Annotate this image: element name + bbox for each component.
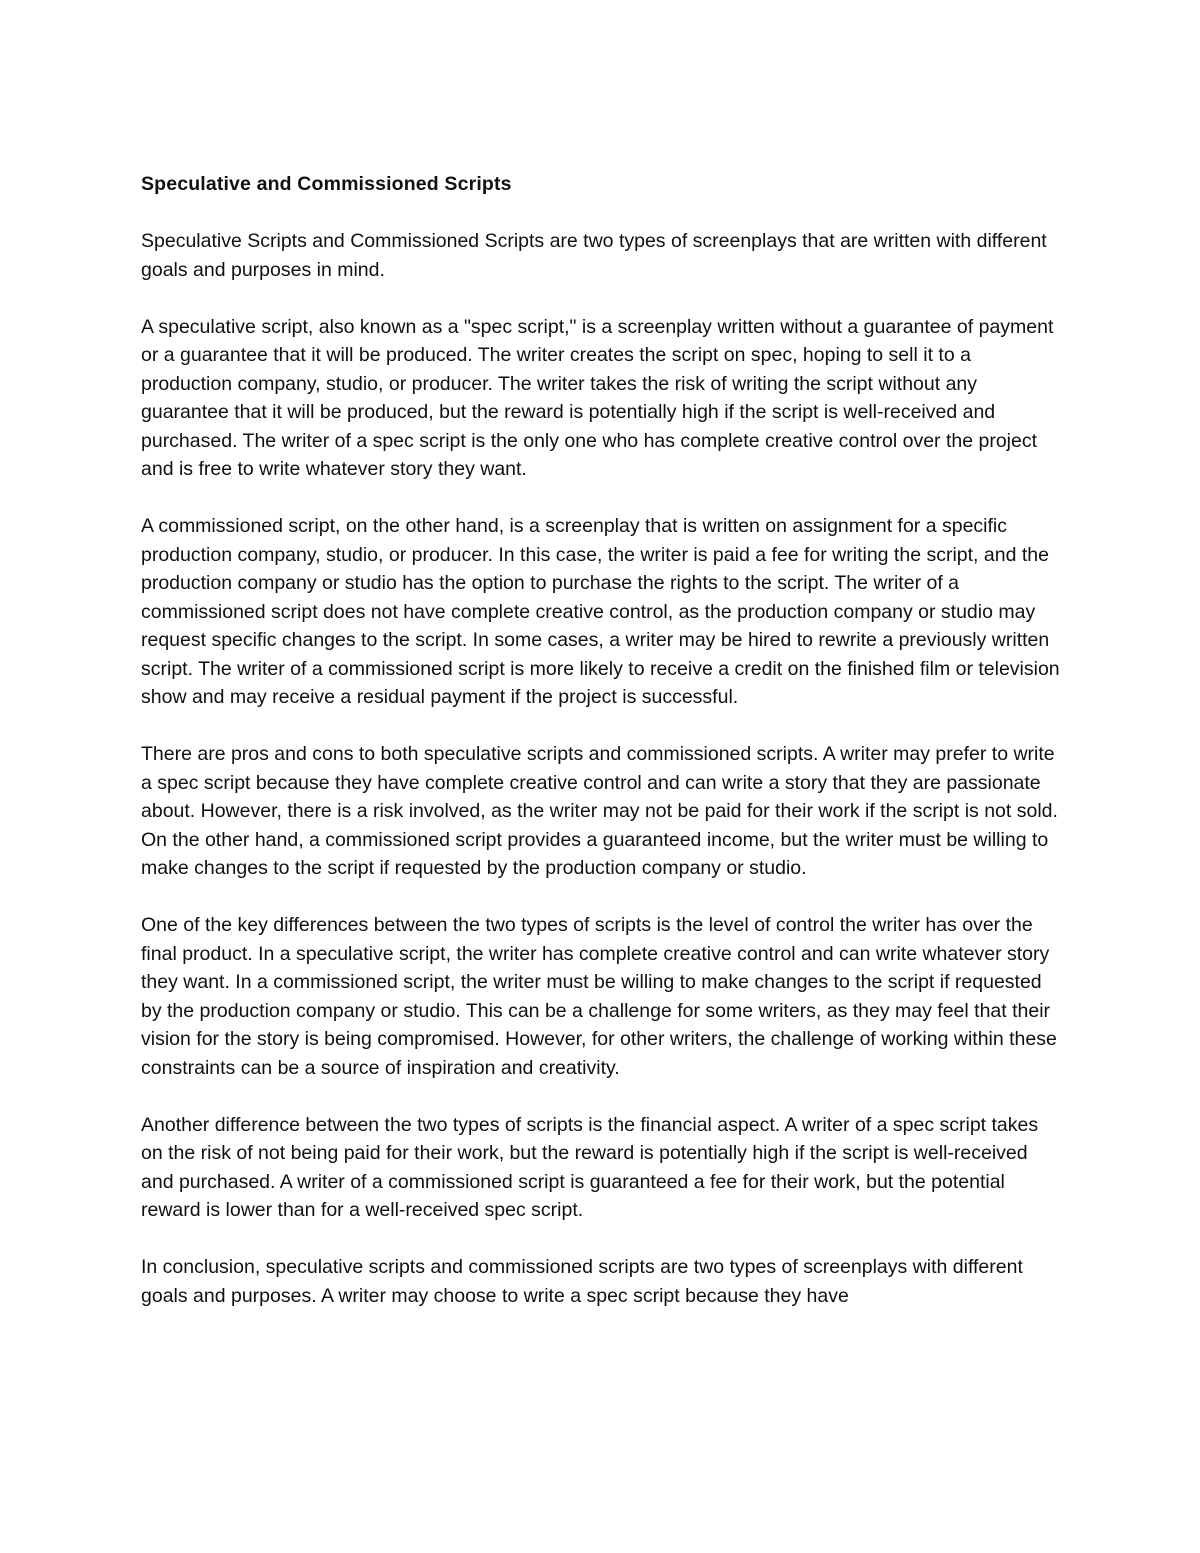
paragraph-financial-difference: Another difference between the two types of scripts is the financial aspect. A writer of a spec script takes on the risk of not being paid for their work, but the reward is potentially high if the script is well-received and purchased. A writer of a commissioned script is guaranteed a fee for their work, but the potential reward is lower than for a well-received spec script. [141, 1113, 1039, 1221]
paragraph-conclusion: In conclusion, speculative scripts and commissioned scripts are two types of screenplays with different goals and purposes. A writer may choose to write a spec script because they have [141, 1256, 1023, 1307]
paragraph-control-difference: One of the key differences between the two types of scripts is the level of control the writer has over the final product. In a speculative script, the writer has complete creative control and can write whatever story they want. In a commissioned script, the writer must be willing to make changes to the script if requested by the production company or studio. This can be a challenge for some writers, as they may feel that their vision for the story is being compromised. However, for other writers, the challenge of working within these constraints can be a source of inspiration and creativity. [141, 914, 1057, 1079]
paragraph-speculative-script: A speculative script, also known as a "spec script," is a screenplay written without a guarantee of payment or a guarantee that it will be produced. The writer creates the script on spec, hoping to sell it to a production company, studio, or producer. The writer takes the risk of writing the script without any guarantee that it will be produced, but the reward is potentially high if the script is well-received and purchased. The writer of a spec script is the only one who has complete creative control over the project and is free to write whatever story they want. [141, 315, 1054, 480]
paragraph-pros-and-cons: There are pros and cons to both speculative scripts and commissioned scripts. A writer may prefer to write a spec script because they have complete creative control and can write a story that they are passionate about. However, there is a risk involved, as the writer may not be paid for their work if the script is not sold. On the other hand, a commissioned script provides a guaranteed income, but the writer must be willing to make changes to the script if requested by the production company or studio. [141, 743, 1058, 879]
document-title: Speculative and Commissioned Scripts [141, 173, 512, 195]
paragraph-intro: Speculative Scripts and Commissioned Scripts are two types of screenplays that are written with different goals and purposes in mind. [141, 230, 1047, 281]
paragraph-commissioned-script: A commissioned script, on the other hand, is a screenplay that is written on assignment for a specific production company, studio, or producer. In this case, the writer is paid a fee for writing the script, and the production company or studio has the option to purchase the rights to the script. The writer of a commissioned script does not have complete creative control, as the production company or studio may request specific changes to the script. In some cases, a writer may be hired to rewrite a previously written script. The writer of a commissioned script is more likely to receive a credit on the finished film or television show and may receive a residual payment if the project is successful. [141, 515, 1060, 708]
document-body [141, 170, 1063, 1310]
